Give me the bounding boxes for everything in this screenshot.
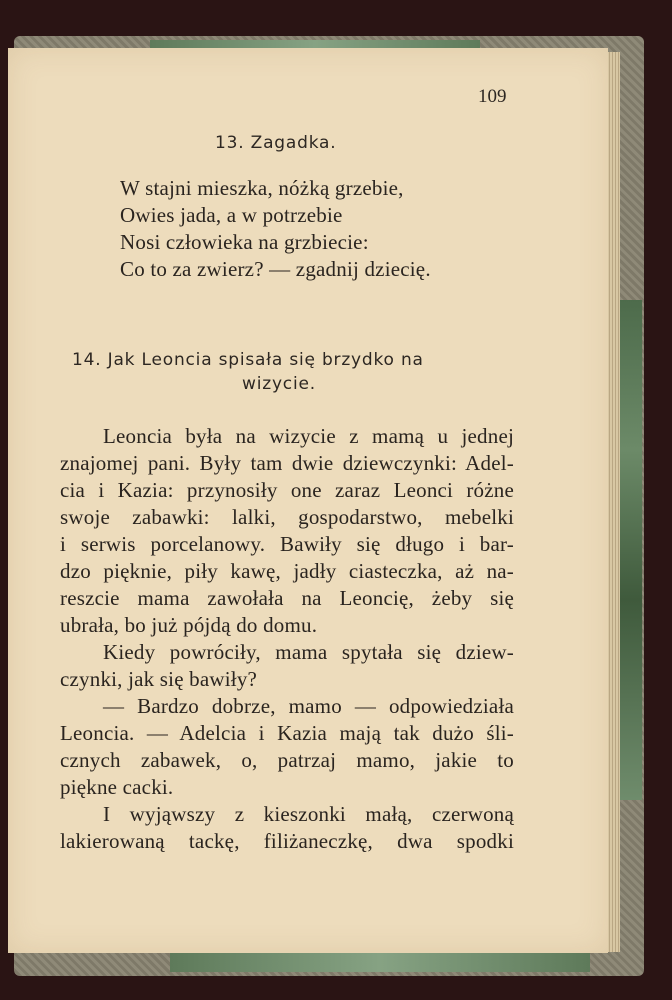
story-line: cznych zabawek, o, patrzaj mamo, jakie to: [60, 748, 514, 772]
story-line: Kiedy powróciły, mama spytała się dziew-: [103, 640, 514, 664]
story-line: cia i Kazia: przynosiły one zaraz Leonci różne: [60, 478, 514, 502]
story-line: czynki, jak się bawiły?: [60, 667, 258, 691]
story-line: piękne cacki.: [60, 775, 174, 799]
riddle-line: Owies jada, a w potrzebie: [120, 203, 343, 227]
story-line: znajomej pani. Były tam dwie dziewczynki: Adel-: [60, 451, 514, 475]
riddle-heading: 13. Zagadka.: [215, 133, 337, 153]
story-line: dzo pięknie, piły kawę, jadły ciasteczka, aż na-: [60, 559, 514, 583]
story-heading: 14. Jak Leoncia spisała się brzydko na: [72, 350, 424, 370]
story-line: — Bardzo dobrze, mamo — odpowiedziała: [103, 694, 514, 718]
story-line: swoje zabawki: lalki, gospodarstwo, mebelki: [60, 505, 514, 529]
story-heading-continued: wizycie.: [242, 374, 316, 394]
story-line: lakierowaną tackę, filiżaneczkę, dwa spodki: [60, 829, 514, 853]
story-line: I wyjąwszy z kieszonki małą, czerwoną: [103, 802, 514, 826]
story-line: Leoncia. — Adelcia i Kazia mają tak dużo śli-: [60, 721, 514, 745]
riddle-line: W stajni mieszka, nóżką grzebie,: [120, 176, 404, 200]
riddle-line: Nosi człowieka na grzbiecie:: [120, 230, 369, 254]
marbled-edge-bottom: [170, 950, 590, 972]
story-line: i serwis porcelanowy. Bawiły się długo i bar-: [60, 532, 514, 556]
riddle-line: Co to za zwierz? — zgadnij dziecię.: [120, 257, 431, 281]
story-line: ubrała, bo już pójdą do domu.: [60, 613, 318, 637]
page-number: 109: [478, 86, 507, 107]
story-line: reszcie mama zawołała na Leoncię, żeby się: [60, 586, 514, 610]
story-line: Leoncia była na wizycie z mamą u jednej: [103, 424, 514, 448]
